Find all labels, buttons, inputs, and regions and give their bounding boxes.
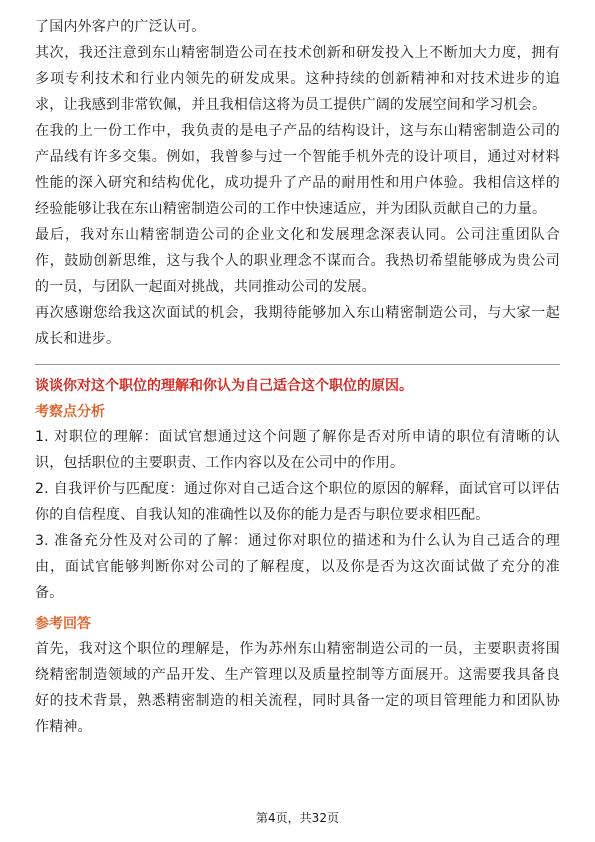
- interview-question: 谈谈你对这个职位的理解和你认为自己适合这个职位的原因。: [35, 378, 413, 394]
- intro-paragraph: 其次，我还注意到东山精密制造公司在技术创新和研发投入上不断加大力度，拥有多项专利技术和行业内领先的研发成果。这种持续的创新精神和对技术进步的追求，让我感到非常钦佩，并且我相信这将为员工提供广阔的发展空间和学习机会。: [35, 45, 560, 113]
- section-divider: [35, 364, 560, 365]
- page-number: 第4页，共32页: [256, 811, 339, 825]
- analysis-item: 1. 对职位的理解：面试官想通过这个问题了解你是否对所申请的职位有清晰的认识，包括职位的主要职责、工作内容以及在公司中的作用。: [35, 429, 560, 471]
- intro-paragraph: 再次感谢您给我这次面试的机会，我期待能够加入东山精密制造公司，与大家一起成长和进步。: [35, 305, 560, 347]
- intro-paragraph: 在我的上一份工作中，我负责的是电子产品的结构设计，这与东山精密制造公司的产品线有许多交集。例如，我曾参与过一个智能手机外壳的设计项目，通过对材料性能的深入研究和结构优化，成功提升了产品的耐用性和用户体验。我相信这样的经验能够让我在东山精密制造公司的工作中快速适应，并为团队贡献自己的力量。: [35, 123, 560, 217]
- intro-paragraph: 了国内外客户的广泛认可。: [35, 19, 206, 35]
- intro-paragraph: 最后，我对东山精密制造公司的企业文化和发展理念深表认同。公司注重团队合作，鼓励创新思维，这与我个人的职业理念不谋而合。我热切希望能够成为贵公司的一员，与团队一起面对挑战，共同推动公司的发展。: [35, 227, 560, 295]
- answer-heading: 参考回答: [35, 616, 91, 632]
- answer-paragraph: 首先，我对这个职位的理解是，作为苏州东山精密制造公司的一员，主要职责将围绕精密制造领域的产品开发、生产管理以及质量控制等方面展开。这需要我具备良好的技术背景，熟悉精密制造的相关流程，同时具备一定的项目管理能力和团队协作精神。: [35, 641, 560, 735]
- analysis-heading: 考察点分析: [35, 404, 105, 420]
- document-body: [35, 14, 560, 740]
- analysis-item: 2. 自我评价与匹配度：通过你对自己适合这个职位的原因的解释，面试官可以评估你的自信程度、自我认知的准确性以及你的能力是否与职位要求相匹配。: [35, 481, 560, 523]
- analysis-item: 3. 准备充分性及对公司的了解：通过你对职位的描述和为什么认为自己适合的理由，面试官能够判断你对公司的了解程度，以及你是否为这次面试做了充分的准备。: [35, 533, 560, 601]
